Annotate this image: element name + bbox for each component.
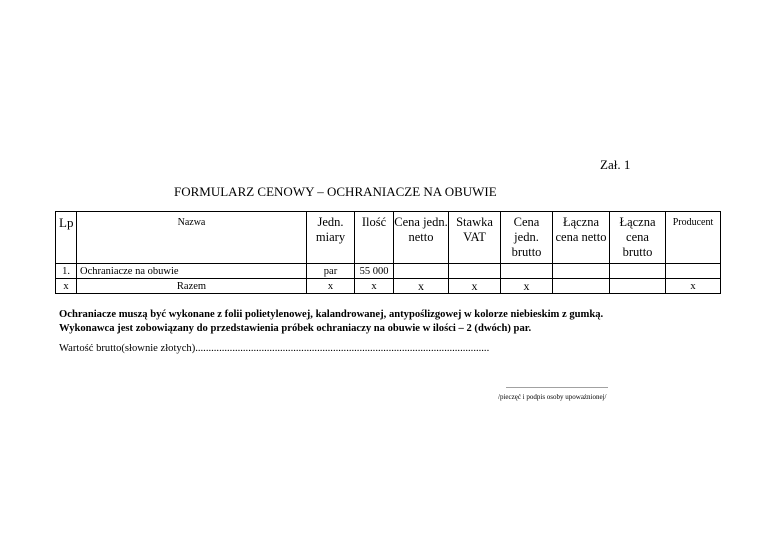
cell-laczna-cena-brutto[interactable] [610, 264, 666, 279]
header-producent: Producent [666, 212, 721, 264]
table-header-row [56, 212, 721, 264]
note-line: Ochraniacze muszą być wykonane z folii polietylenowej, kalandrowanej, antypoślizgowej w kolorze niebieskim z gumką. [59, 309, 604, 320]
total-lp: x [56, 279, 77, 294]
header-laczna-cena-brutto: Łączna cena brutto [610, 212, 666, 264]
total-cena-jedn-brutto: x [501, 279, 553, 294]
total-jedn-miary: x [307, 279, 355, 294]
signature-caption: /pieczęć i podpis osoby upoważnionej/ [498, 393, 607, 401]
attachment-number: Zał. 1 [600, 157, 631, 172]
cell-ilosc: 55 000 [355, 264, 394, 279]
total-producent: x [666, 279, 721, 294]
value-in-words-line[interactable]: Wartość brutto(słownie złotych)............................................................................................................... [59, 343, 490, 354]
signature-line[interactable]: ................................................... [506, 381, 608, 390]
cell-laczna-cena-netto[interactable] [553, 264, 610, 279]
header-stawka-vat: Stawka VAT [449, 212, 501, 264]
cell-stawka-vat[interactable] [449, 264, 501, 279]
cell-nazwa: Ochraniacze na obuwie [77, 264, 307, 279]
total-laczna-cena-brutto[interactable] [610, 279, 666, 294]
note-line: Wykonawca jest zobowiązany do przedstawienia próbek ochraniaczy na obuwie w ilości – 2 (dwóch) par. [59, 323, 532, 334]
total-cena-jedn-netto: x [394, 279, 449, 294]
form-title: FORMULARZ CENOWY – OCHRANIACZE NA OBUWIE [174, 184, 497, 199]
cell-cena-jedn-netto[interactable] [394, 264, 449, 279]
header-cena-jedn-brutto: Cena jedn. brutto [501, 212, 553, 264]
cell-lp: 1. [56, 264, 77, 279]
header-nazwa: Nazwa [77, 212, 307, 264]
header-cena-jedn-netto: Cena jedn. netto [394, 212, 449, 264]
header-laczna-cena-netto: Łączna cena netto [553, 212, 610, 264]
price-table [55, 211, 721, 294]
table-row [56, 264, 721, 279]
header-lp: Lp [56, 212, 77, 264]
total-label: Razem [77, 279, 307, 294]
header-jedn-miary: Jedn. miary [307, 212, 355, 264]
requirements-notes [59, 308, 603, 336]
cell-cena-jedn-brutto[interactable] [501, 264, 553, 279]
total-stawka-vat: x [449, 279, 501, 294]
cell-jedn-miary: par [307, 264, 355, 279]
total-laczna-cena-netto[interactable] [553, 279, 610, 294]
header-ilosc: Ilość [355, 212, 394, 264]
table-total-row [56, 279, 721, 294]
total-ilosc: x [355, 279, 394, 294]
cell-producent[interactable] [666, 264, 721, 279]
